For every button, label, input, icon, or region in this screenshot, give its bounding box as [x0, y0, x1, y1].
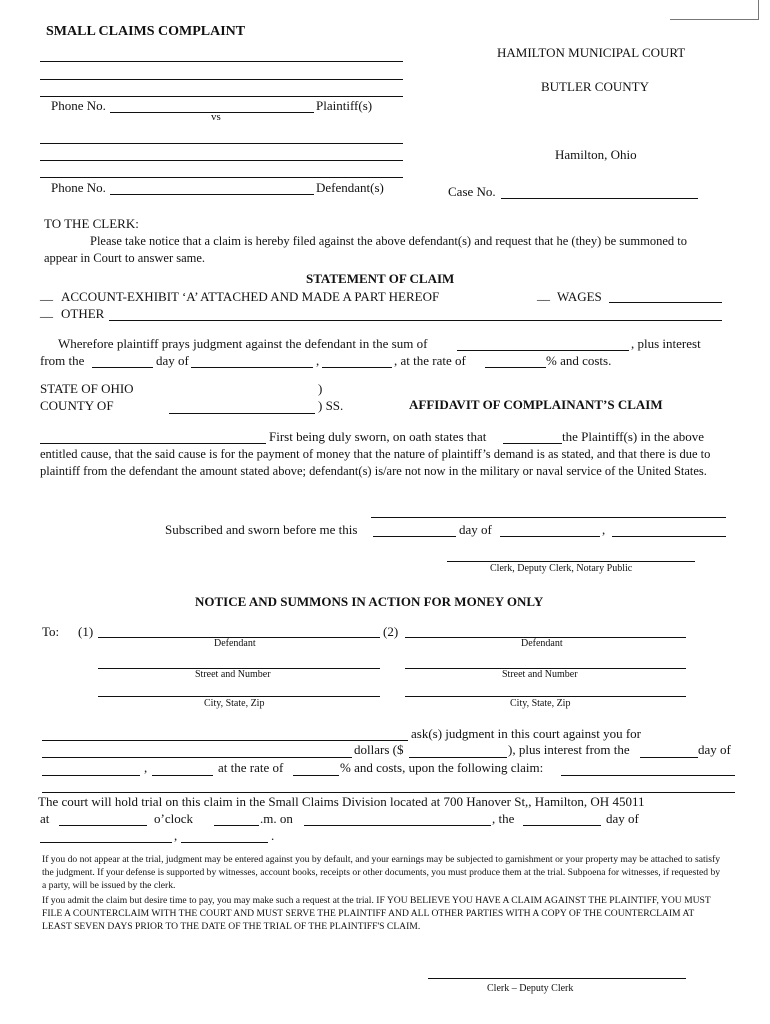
defendant-2-number: (2): [383, 624, 399, 639]
street-1-caption: Street and Number: [195, 669, 271, 680]
from-month-field[interactable]: [191, 367, 313, 368]
other-checkbox[interactable]: __: [40, 304, 53, 319]
costs-claim-text: % and costs, upon the following claim:: [340, 760, 544, 775]
clerk-notice-body: Please take notice that a claim is hereby filed against the above defendant(s) and request that he (they) be summoned to appear in Court to answer same.: [44, 234, 688, 265]
city-1-caption: City, State, Zip: [204, 698, 265, 709]
oclock-text: o’clock: [154, 811, 193, 826]
default-warning-text: If you do not appear at the trial, judgment may be entered against you by default, and your earnings may be subjected to garnishment or your property may be attached to satisfy the judgment. If your defense is supported by witnesses, account books, receipts or other documents, you must produce them at the trial. Subpoena for witnesses, if requested by a party, will be issued by the clerk.: [42, 854, 721, 891]
ask-judgment-text: ask(s) judgment in this court against you for: [411, 726, 641, 741]
wages-checkbox[interactable]: __: [537, 287, 550, 302]
plaintiff-phone-label: Phone No.: [51, 98, 106, 113]
defendant-2-caption: Defendant: [521, 638, 563, 649]
m-on-text: .m. on: [260, 811, 293, 826]
plaintiff-address-line[interactable]: [40, 79, 403, 80]
statement-title: STATEMENT OF CLAIM: [306, 271, 455, 286]
sworn-text: First being duly sworn, on oath states that: [269, 429, 487, 444]
trial-location-text: The court will hold trial on this claim in the Small Claims Division located at 700 Hanover St,, Hamilton, OH 45011: [38, 794, 645, 809]
wages-label: WAGES: [557, 289, 602, 304]
interest-month-field[interactable]: [42, 775, 140, 776]
city-2-caption: City, State, Zip: [510, 698, 571, 709]
subscribed-month-field[interactable]: [500, 536, 600, 537]
county-name: BUTLER COUNTY: [541, 79, 649, 94]
trial-day-field[interactable]: [523, 825, 601, 826]
day-of-text: day of: [156, 353, 189, 368]
plus-interest-text: , plus interest: [631, 336, 701, 351]
claim-field[interactable]: [561, 775, 735, 776]
sum-field[interactable]: [457, 350, 629, 351]
defendant-1-city-field[interactable]: [98, 696, 380, 697]
to-label: To:: [42, 624, 60, 639]
case-no-field[interactable]: [501, 198, 698, 199]
summons-rate-text: at the rate of: [218, 760, 284, 775]
pct-costs-text: % and costs.: [546, 353, 612, 368]
affiant-name-field[interactable]: [40, 443, 266, 444]
subscribed-comma: ,: [602, 522, 606, 537]
defendant-address-line[interactable]: [40, 160, 403, 161]
ss-label: ) SS.: [318, 398, 344, 413]
from-day-field[interactable]: [92, 367, 153, 368]
defendant-phone-label: Phone No.: [51, 180, 106, 195]
street-2-caption: Street and Number: [502, 669, 578, 680]
dollars-text: dollars ($: [354, 742, 404, 757]
state-paren: ): [318, 381, 323, 396]
form-title: SMALL CLAIMS COMPLAINT: [46, 24, 246, 39]
amount-number-field[interactable]: [409, 757, 507, 758]
defendant-city-line[interactable]: [40, 177, 403, 178]
trial-period: .: [271, 828, 275, 843]
defendant-name-line[interactable]: [40, 143, 403, 144]
defendant-phone-field[interactable]: [110, 194, 314, 195]
counterclaim-warning-text: If you admit the claim but desire time to pay, you may make such a request at the trial. IF YOU BELIEVE YOU HAVE A CLAIM AGAINST THE PLAINTIFF, YOU MUST FILE A COUNTERCLAIM WITH THE COURT AND MUST SERVE THE PLAINTIFF AND ALL OTHER PARTIES WITH A COPY OF THE COUNTERCLAIM AT LEAST SEVEN DAYS PRIOR TO THE DATE OF THE TRIAL OF THE PLAINTIFF'S CLAIM.: [42, 895, 711, 932]
county-field[interactable]: [169, 413, 315, 414]
subscribed-day-field[interactable]: [373, 536, 456, 537]
subscribed-text: Subscribed and sworn before me this: [165, 522, 358, 537]
subscribed-year-field[interactable]: [612, 536, 726, 537]
interest-day-of-text: day of: [698, 742, 731, 757]
corner-box: [670, 0, 759, 20]
affiant-role-field[interactable]: [503, 443, 562, 444]
claim-field-2[interactable]: [42, 792, 735, 793]
court-name: HAMILTON MUNICIPAL COURT: [497, 45, 686, 60]
trial-ampm-field[interactable]: [214, 825, 259, 826]
trial-at-text: at: [40, 811, 50, 826]
from-the-text: from the: [40, 353, 85, 368]
trial-hour-field[interactable]: [59, 825, 147, 826]
interest-comma: ,: [144, 760, 148, 775]
county-label: COUNTY OF: [40, 398, 114, 413]
trial-weekday-field[interactable]: [304, 825, 491, 826]
defendant-2-city-field[interactable]: [405, 696, 686, 697]
notary-caption: Clerk, Deputy Clerk, Notary Public: [490, 563, 633, 574]
affidavit-body: entitled cause, that the said cause is for the payment of money that the nature of plaintiff’s demand is as stated, and that there is due to plaintiff from the defendant the amount stated above; defendant(s) is/are not now in the military or naval service of the United States.: [40, 447, 711, 478]
affidavit-title: AFFIDAVIT OF COMPLAINANT’S CLAIM: [409, 397, 663, 412]
plaintiff-label: Plaintiff(s): [316, 98, 373, 113]
trial-year-field[interactable]: [181, 842, 268, 843]
plaintiff-city-line[interactable]: [40, 96, 403, 97]
account-label: ACCOUNT-EXHIBIT ‘A’ ATTACHED AND MADE A PART HEREOF: [61, 289, 440, 304]
to-clerk-heading: TO THE CLERK:: [44, 216, 139, 231]
clerk-caption: Clerk – Deputy Clerk: [487, 983, 574, 994]
affiant-signature-line[interactable]: [371, 517, 726, 518]
trial-day-of-text: day of: [606, 811, 639, 826]
versus-label: vs: [211, 111, 221, 123]
summons-title: NOTICE AND SUMMONS IN ACTION FOR MONEY ONLY: [195, 594, 544, 609]
plaintiff-above-text: the Plaintiff(s) in the above: [562, 429, 705, 444]
from-year-field[interactable]: [322, 367, 392, 368]
interest-year-field[interactable]: [152, 775, 213, 776]
comma-text: ,: [316, 353, 320, 368]
rate-field[interactable]: [485, 367, 546, 368]
amount-words-field[interactable]: [42, 757, 352, 758]
at-rate-text: , at the rate of: [394, 353, 466, 368]
state-label: STATE OF OHIO: [40, 381, 134, 396]
plus-interest-summons-text: ), plus interest from the: [508, 742, 630, 757]
account-checkbox[interactable]: __: [40, 287, 53, 302]
notary-signature-line[interactable]: [447, 561, 695, 562]
wages-field[interactable]: [609, 302, 722, 303]
summons-rate-field[interactable]: [293, 775, 339, 776]
clerk-signature-line[interactable]: [428, 978, 686, 979]
case-no-label: Case No.: [448, 184, 496, 199]
plaintiff-summons-field[interactable]: [42, 740, 408, 741]
plaintiff-name-line[interactable]: [40, 61, 403, 62]
trial-month-field[interactable]: [40, 842, 172, 843]
court-city: Hamilton, Ohio: [555, 147, 637, 162]
defendant-label: Defendant(s): [316, 180, 384, 195]
other-field[interactable]: [109, 320, 722, 321]
interest-from-field[interactable]: [640, 757, 698, 758]
defendant-1-number: (1): [78, 624, 94, 639]
trial-comma: ,: [174, 828, 178, 843]
the-text: , the: [492, 811, 515, 826]
other-label: OTHER: [61, 306, 105, 321]
subscribed-day-of-text: day of: [459, 522, 492, 537]
wherefore-text: Wherefore plaintiff prays judgment against the defendant in the sum of: [58, 336, 428, 351]
defendant-1-caption: Defendant: [214, 638, 256, 649]
